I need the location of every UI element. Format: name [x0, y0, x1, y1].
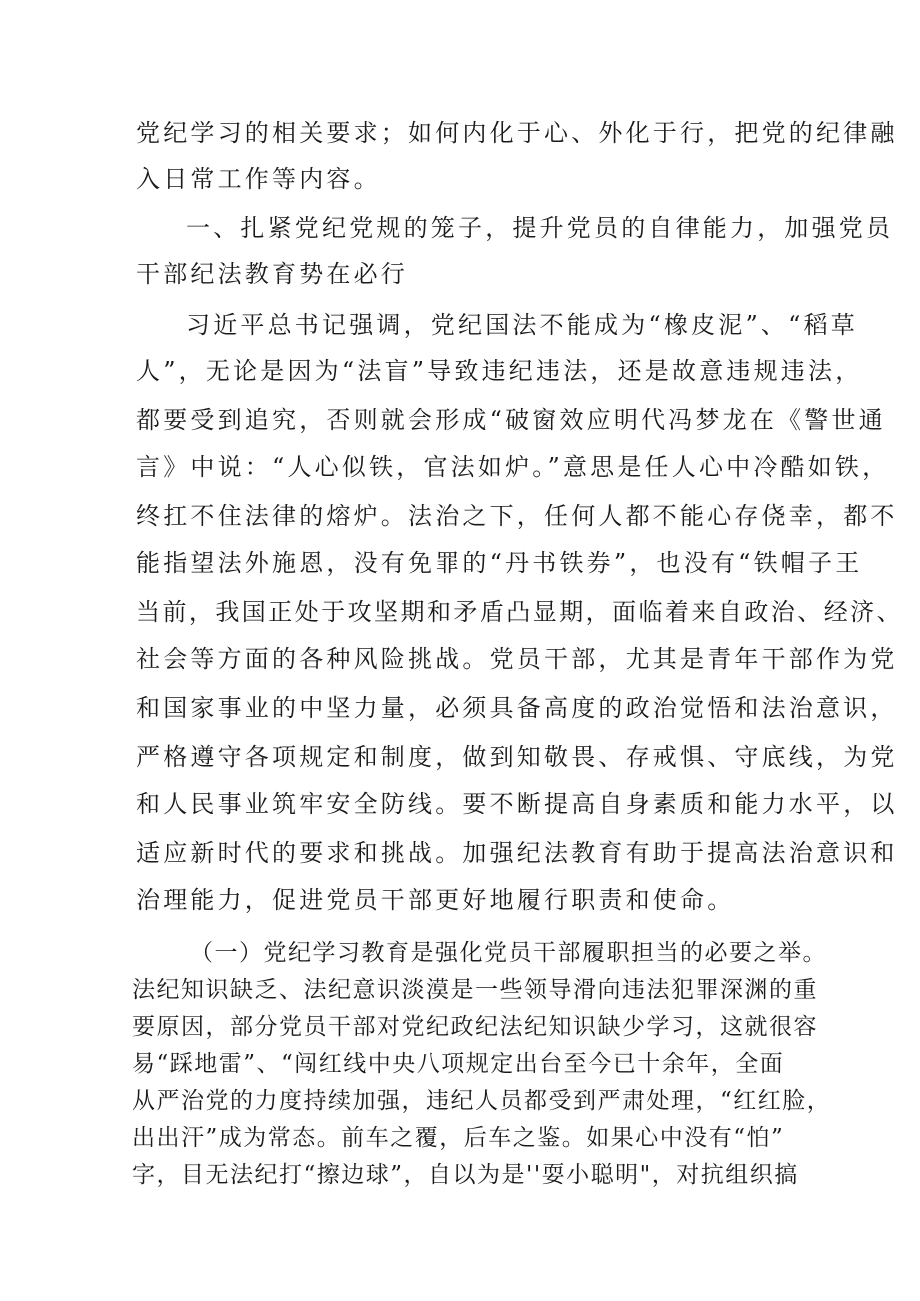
text-line: 和人民事业筑牢安全防线。要不断提高自身素质和能力水平，以: [136, 790, 898, 818]
text-line: 入日常工作等内容。: [136, 165, 381, 193]
text-line: 终扛不住法律的熔炉。法治之下，任何人都不能心存侥幸，都不: [136, 502, 898, 530]
section-heading: 干部纪法教育势在必行: [136, 260, 408, 288]
text-line: 能指望法外施恩，没有免罪的“丹书铁券”，也没有“铁帽子王: [136, 549, 863, 577]
text-line: 党纪学习的相关要求；如何内化于心、外化于行，把党的纪律融: [136, 119, 898, 147]
subsection-heading: （一）党纪学习教育是强化党员干部履职担当的必要之举。: [190, 940, 827, 966]
text-line: 出出汗”成为常态。前车之覆，后车之鉴。如果心中没有“怕”: [132, 1125, 785, 1151]
text-line: 治理能力，促进党员干部更好地履行职责和使命。: [136, 886, 735, 914]
text-line: 从严治党的力度持续加强，违纪人员都受到严肃处理，“红红脸，: [132, 1088, 832, 1114]
text-line: 当前，我国正处于攻坚期和矛盾凸显期，面临着来自政治、经济、: [136, 598, 904, 626]
text-line: 都要受到追究，否则就会形成“破窗效应明代冯梦龙在《警世通: [136, 406, 886, 434]
text-line: 法纪知识缺乏、法纪意识淡漠是一些领导滑向违法犯罪深渊的重: [132, 977, 818, 1003]
text-line: 和国家事业的中坚力量，必须具备高度的政治觉悟和法治意识，: [136, 694, 898, 722]
text-line: 适应新时代的要求和挑战。加强纪法教育有助于提高法治意识和: [136, 839, 898, 867]
text-line: 习近平总书记强调，党纪国法不能成为“橡皮泥”、“稻草: [186, 311, 859, 339]
text-line: 社会等方面的各种风险挑战。党员干部，尤其是青年干部作为党: [136, 645, 898, 673]
text-line: 要原因，部分党员干部对党纪政纪法纪知识缺少学习，这就很容: [132, 1014, 818, 1040]
text-line: 人”，无论是因为“法盲”导致违纪违法，还是故意违规违法，: [136, 357, 863, 385]
text-line: 言》中说：“人心似铁，官法如炉。”意思是任人心中冷酷如铁，: [136, 453, 890, 481]
text-line: 易“踩地雷”、“闯红线中央八项规定出台至今已十余年，全面: [132, 1051, 785, 1077]
section-heading: 一、扎紧党纪党规的笼子，提升党员的自律能力，加强党员: [186, 214, 894, 242]
text-line: 字，目无法纪打“擦边球”，自以为是''耍小聪明"，对抗组织搞: [132, 1162, 799, 1188]
text-line: 严格遵守各项规定和制度，做到知敬畏、存戒惧、守底线，为党: [136, 743, 898, 771]
